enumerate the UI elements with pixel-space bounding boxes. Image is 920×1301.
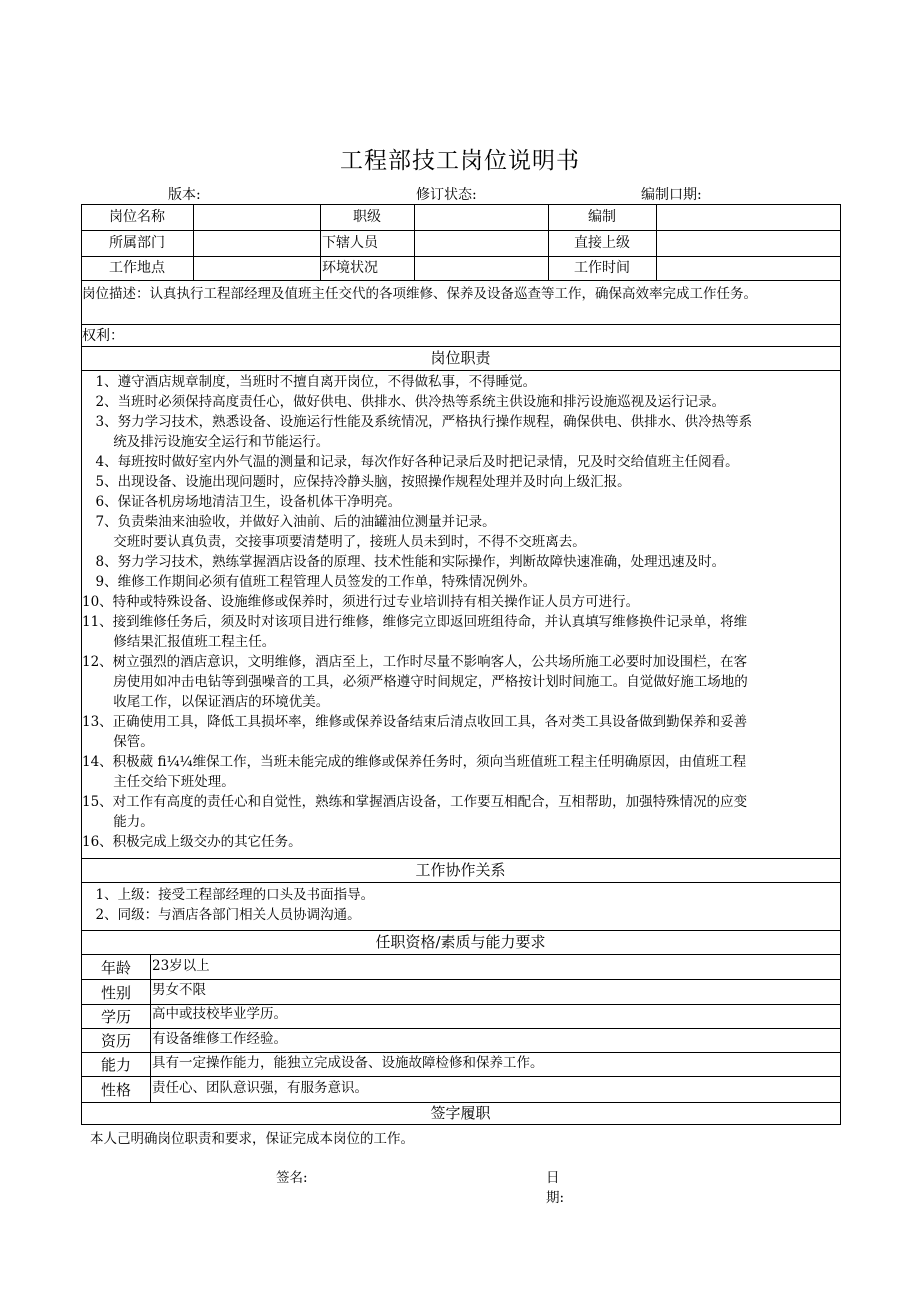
label-work-hours: 工作时间 bbox=[574, 260, 630, 276]
grid-line bbox=[81, 1076, 840, 1077]
req-label-experience: 资历 bbox=[100, 1032, 131, 1050]
grid-line bbox=[81, 370, 840, 371]
duty-line: 保管。 bbox=[82, 734, 154, 750]
duty-line: 4、每班按时做好室内外气温的测量和记录，每次作好各种记录后及时把记录情，兄及时交给值班主任阅看。 bbox=[82, 454, 739, 470]
duty-line: 统及排污设施安全运行和节能运行。 bbox=[82, 434, 330, 450]
duty-line: 5、出现设备、设施出现问题时，应保持冷静头脑，按照操作规程处理并及时向上级汇报。 bbox=[82, 474, 631, 490]
coop-header: 工作协作关系 bbox=[415, 861, 506, 879]
duty-line: 2、当班时必须保持高度责任心，做好供电、供排水、供冷热等系统主供设施和排污设施巡视及运行记录。 bbox=[82, 394, 726, 410]
duty-line: 修结果汇报值班工程主任。 bbox=[82, 634, 276, 650]
duty-line: 1、遵守酒店规章制度，当班时不擅自离开岗位，不得做私事，不得睡觉。 bbox=[82, 374, 537, 390]
label-environment: 环境状况 bbox=[322, 260, 378, 276]
list-item: 1、上级：接受工程部经理的口头及书面指导。 bbox=[82, 887, 375, 903]
grid-line bbox=[81, 954, 840, 955]
req-value-gender: 男女不限 bbox=[152, 982, 206, 998]
duty-line: 房使用如冲击电钻等到强噪音的工具，必须严格遵守时间规定，严格按计划时间施工。自觉做好施工场地的 bbox=[82, 674, 748, 690]
duty-line: 14、积极葳 fi¼¼维保工作，当班未能完成的维修或保养任务时，须向当班值班工程主任明确原因，由值班工程 bbox=[82, 754, 747, 770]
label-rank: 职级 bbox=[353, 209, 381, 225]
statement-text: 本人己明确岗位职责和要求，保证完成本岗位的工作。 bbox=[90, 1131, 414, 1147]
req-label-education: 学历 bbox=[100, 1008, 131, 1026]
grid-line bbox=[414, 204, 415, 280]
duty-line: 收尾工作，以保证酒店的环境优美。 bbox=[82, 694, 330, 710]
duty-line: 10、特种或特殊设备、设施维修或保养时，须进行过专业培训持有相关操作证人员方可进行。 bbox=[82, 594, 640, 610]
grid-line bbox=[193, 204, 194, 280]
duty-line: 11、接到维修任务后，须及时对该项目进行维修，维修完立即返回班组待命，并认真填写维修换件记录单，将维 bbox=[82, 614, 748, 630]
label-department: 所属部门 bbox=[109, 235, 165, 251]
label-subordinates: 下辖人员 bbox=[322, 235, 378, 251]
req-label-ability: 能力 bbox=[100, 1056, 131, 1074]
duty-line: 8、努力学习技术，熟练掌握酒店设备的原理、技术性能和实际操作，判断故障快速准确，处理迅速及时。 bbox=[82, 554, 726, 570]
position-description: 岗位描述：认真执行工程部经理及值班主任交代的各项维修、保养及设备巡查等工作，确保高效率完成工作任务。 bbox=[82, 286, 757, 302]
grid-line bbox=[81, 324, 840, 325]
label-headcount: 编制 bbox=[588, 209, 616, 225]
duty-line: 16、积极完成上级交办的其它任务。 bbox=[82, 834, 302, 850]
duty-line: 能力。 bbox=[82, 814, 154, 830]
req-label-gender: 性别 bbox=[100, 984, 131, 1002]
req-label-personality: 性格 bbox=[100, 1081, 131, 1099]
req-value-personality: 责任心、团队意识强，有服务意识。 bbox=[152, 1080, 368, 1096]
list-item: 2、同级：与酒店各部门相关人员协调沟通。 bbox=[82, 907, 361, 923]
duties-header: 岗位职责 bbox=[430, 349, 491, 367]
grid-line bbox=[81, 230, 840, 231]
version-label: 版本: bbox=[168, 187, 201, 203]
label-position-name: 岗位名称 bbox=[109, 209, 165, 225]
req-value-education: 高中或技校毕业学历。 bbox=[152, 1006, 287, 1022]
duty-line: 3、努力学习技术，熟悉设备、设施运行性能及系统情况，严格执行操作规程，确保供电、供排水、供冷热等系 bbox=[82, 414, 753, 430]
req-value-experience: 有设备维修工作经验。 bbox=[152, 1031, 287, 1047]
grid-line bbox=[81, 256, 840, 257]
label-work-location: 工作地点 bbox=[109, 260, 165, 276]
label-supervisor: 直接上级 bbox=[574, 235, 630, 251]
duty-line: 6、保证各机房场地清洁卫生，设备机体干净明亮。 bbox=[82, 494, 402, 510]
grid-line bbox=[656, 204, 657, 280]
duty-line: 主任交给下班处理。 bbox=[82, 774, 235, 790]
duty-line: 9、维修工作期间必须有值班工程管理人员签发的工作单，特殊情况例外。 bbox=[82, 574, 537, 590]
duty-line: 13、正确使用工具，降低工具损坏率，维修或保养设备结束后清点收回工具，各对类工具设备做到勤保养和妥善 bbox=[82, 714, 748, 730]
duty-line: 交班时要认真负责，交接事项要清楚明了，接班人员未到时，不得不交班离去。 bbox=[82, 534, 586, 550]
req-value-age: 23岁以上 bbox=[152, 958, 210, 974]
coop-list bbox=[82, 885, 840, 925]
date-label-top: 日 bbox=[546, 1170, 560, 1186]
req-label-age: 年龄 bbox=[100, 959, 131, 977]
requirements-header: 任职资格/素质与能力要求 bbox=[375, 933, 546, 951]
grid-line bbox=[81, 882, 840, 883]
rights-label: 权利： bbox=[82, 328, 124, 344]
duty-line: 15、对工作有高度的责任心和自觉性，熟练和掌握酒店设备，工作要互相配合，互相帮助，加强特殊情况的应变 bbox=[82, 794, 748, 810]
signature-label: 签名: bbox=[276, 1170, 308, 1186]
duty-line: 12、树立强烈的酒店意识，文明维修，酒店至上，工作时尽量不影响客人，公共场所施工必要时加设围栏，在客 bbox=[82, 654, 748, 670]
sign-header: 签字履职 bbox=[430, 1104, 491, 1122]
revision-label: 修订状态: bbox=[416, 187, 477, 203]
date-label-bottom: 期: bbox=[546, 1190, 565, 1206]
req-value-ability: 具有一定操作能力，能独立完成设备、设施故障检修和保养工作。 bbox=[152, 1055, 544, 1071]
page-title: 工程部技工岗位说明书 bbox=[340, 148, 580, 174]
date-label: 编制口期: bbox=[641, 187, 702, 203]
duties-list bbox=[82, 372, 840, 852]
duty-line: 7、负责柴油来油验收，并做好入油前、后的油罐油位测量并记录。 bbox=[82, 514, 496, 530]
